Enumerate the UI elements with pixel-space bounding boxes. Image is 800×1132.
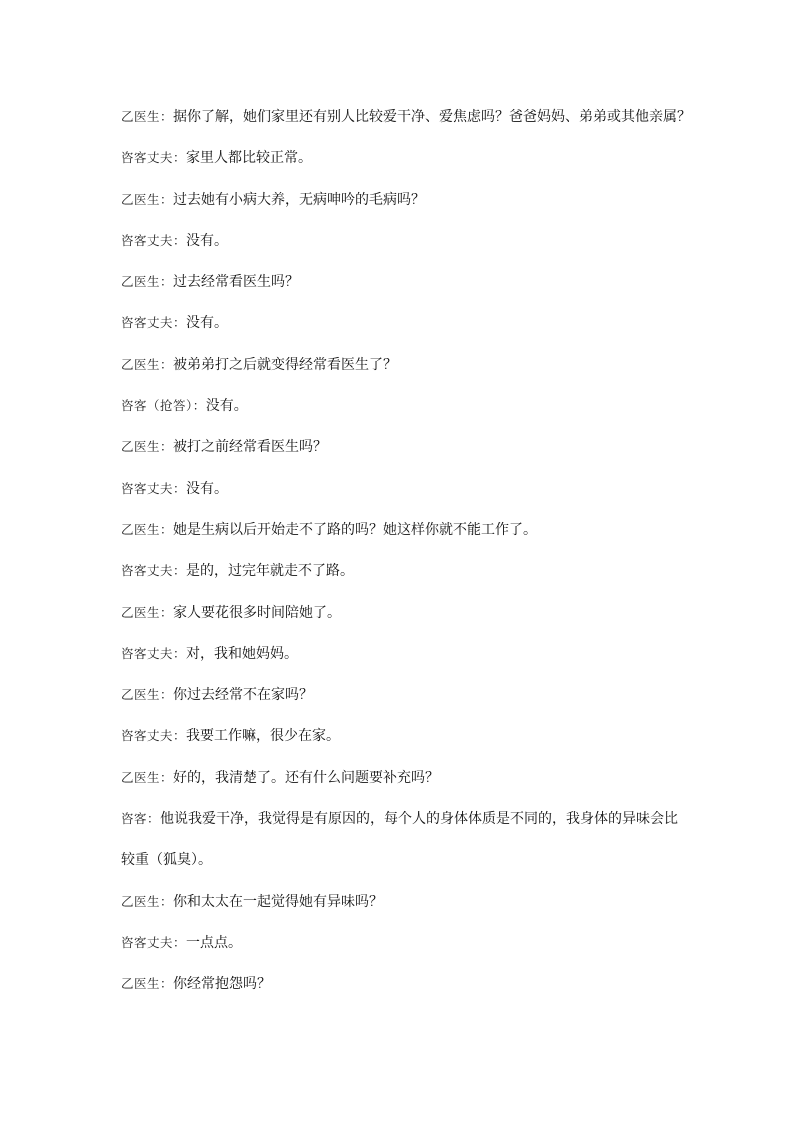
speaker-label: 咨客： [121,811,161,827]
dialogue-line [121,640,721,681]
speaker-label: 乙医生： [121,439,174,455]
speaker-label: 乙医生： [121,976,174,992]
utterance-text: 一点点。 [186,934,243,951]
utterance-text: 较重（狐臭）。 [121,852,212,869]
utterance-text: 她是生病以后开始走不了路的吗？她这样你就不能工作了。 [173,521,538,538]
speaker-label: 乙医生： [121,893,174,909]
dialogue-line [121,929,721,970]
dialogue-line [121,227,721,268]
speaker-label: 乙医生： [121,109,174,124]
utterance-text: 过去她有小病大养，无病呻吟的毛病吗？ [173,191,426,208]
utterance-text: 没有。 [186,315,229,332]
speaker-label: 咨客丈夫： [121,232,187,248]
speaker-label: 咨客丈夫： [121,645,187,661]
utterance-text: 好的，我清楚了。还有什么问题要补充吗？ [173,769,440,786]
dialogue-line [121,516,721,557]
dialogue-line [121,681,721,722]
speaker-label: 咨客丈夫： [121,480,187,496]
utterance-text: 被弟弟打之后就变得经常看医生了？ [173,356,398,373]
speaker-label: 乙医生： [121,356,174,372]
utterance-text: 是的，过完年就走不了路。 [186,563,355,580]
utterance-text: 没有。 [186,232,229,249]
dialogue-line [121,268,721,309]
speaker-label: 咨客丈夫： [121,150,187,166]
dialogue-line-continuation [121,846,721,887]
dialogue-line [121,805,721,846]
dialogue-line [121,351,721,392]
speaker-label: 乙医生： [121,191,174,207]
utterance-text: 你经常抱怨吗？ [173,976,272,993]
dialogue-line [121,888,721,929]
dialogue-line [121,103,721,144]
dialogue-line [121,475,721,516]
speaker-label: 乙医生： [121,687,174,703]
utterance-text: 没有。 [186,480,229,497]
utterance-text: 你过去经常不在家吗？ [173,687,314,704]
utterance-text: 被打之前经常看医生吗？ [173,439,328,456]
utterance-text: 你和太太在一起觉得她有异味吗？ [173,893,384,910]
dialogue-line [121,309,721,350]
dialogue-line [121,722,721,763]
dialogue-line [121,599,721,640]
dialogue-line [121,557,721,598]
dialogue-line [121,970,721,1011]
speaker-label: 咨客丈夫： [121,728,187,744]
dialogue-line [121,433,721,474]
utterance-text: 对，我和她妈妈。 [186,645,299,662]
speaker-label: 咨客丈夫： [121,563,187,579]
speaker-label: 咨客丈夫： [121,934,187,950]
utterance-text: 他说我爱干净，我觉得是有原因的，每个人的身体体质是不同的，我身体的异味会比 [160,811,679,828]
speaker-label: 咨客（抢答）： [121,398,206,414]
dialogue-line [121,764,721,805]
utterance-text: 据你了解，她们家里还有别人比较爱干净、爱焦虑吗？爸爸妈妈、弟弟或其他亲属？ [173,109,692,125]
speaker-label: 乙医生： [121,274,174,290]
utterance-text: 家里人都比较正常。 [186,150,313,167]
utterance-text: 家人要花很多时间陪她了。 [173,604,342,621]
speaker-label: 咨客丈夫： [121,315,187,331]
utterance-text: 过去经常看医生吗？ [173,274,300,291]
dialogue-line [121,144,721,185]
dialogue-transcript [121,103,721,1012]
speaker-label: 乙医生： [121,769,174,785]
speaker-label: 乙医生： [121,604,174,620]
speaker-label: 乙医生： [121,521,174,537]
utterance-text: 没有。 [205,398,248,415]
utterance-text: 我要工作嘛，很少在家。 [186,728,341,745]
dialogue-line [121,392,721,433]
dialogue-line [121,186,721,227]
